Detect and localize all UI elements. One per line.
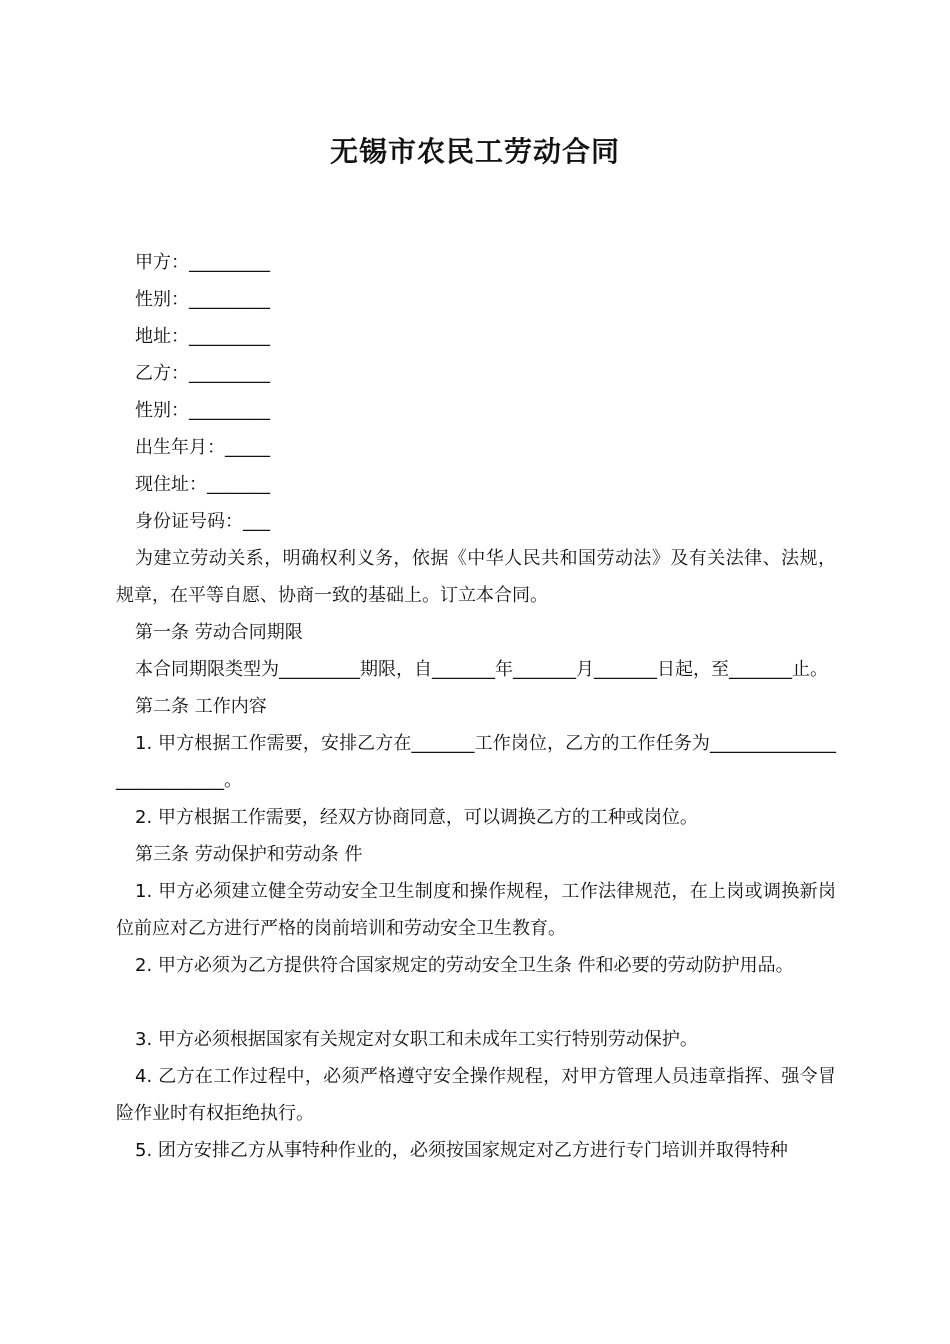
article3-item1: 1. 甲方必须建立健全劳动安全卫生制度和操作规程，工作法律规范，在上岗或调换新岗位前应对乙方进行严格的岗前培训和劳动安全卫生教育。	[116, 881, 836, 939]
preamble-paragraph: 为建立劳动关系，明确权利义务，依据《中华人民共和国劳动法》及有关法律、法规，规章，在平等自愿、协商一致的基础上。订立本合同。	[116, 548, 836, 606]
article3-item3: 3. 甲方必须根据国家有关规定对女职工和未成年工实行特别劳动保护。	[135, 1029, 698, 1050]
article3-item4: 4. 乙方在工作过程中，必须严格遵守安全操作规程，对甲方管理人员违章指挥、强令冒险作业时有权拒绝执行。	[116, 1066, 836, 1124]
article1-heading: 第一条 劳动合同期限	[135, 622, 303, 643]
field-gender-a: 性别：_________	[135, 289, 270, 310]
document-title: 无锡市农民工劳动合同	[329, 135, 620, 168]
field-party-b: 乙方：_________	[135, 363, 270, 384]
field-address: 地址：_________	[135, 326, 270, 347]
article3-item2: 2. 甲方必须为乙方提供符合国家规定的劳动安全卫生条 件和必要的劳动防护用品。	[135, 955, 794, 976]
article2-heading: 第二条 工作内容	[135, 696, 267, 717]
paragraph-gap	[116, 984, 836, 1021]
field-id-number: 身份证号码：___	[135, 511, 270, 532]
field-birth: 出生年月：_____	[135, 437, 270, 458]
article2-item1: 1. 甲方根据工作需要，安排乙方在_______工作岗位，乙方的工作任务为__________________________。	[116, 733, 836, 791]
field-party-a: 甲方：_________	[135, 252, 270, 273]
field-current-address: 现住址：_______	[135, 474, 270, 495]
field-gender-b: 性别：_________	[135, 400, 270, 421]
document-body	[116, 244, 836, 1169]
article3-item5: 5. 团方安排乙方从事特种作业的，必须按国家规定对乙方进行专门培训并取得特种	[135, 1140, 788, 1161]
article3-heading: 第三条 劳动保护和劳动条 件	[135, 844, 363, 865]
article2-item2: 2. 甲方根据工作需要，经双方协商同意，可以调换乙方的工种或岗位。	[135, 807, 698, 828]
article1-text: 本合同期限类型为_________期限，自_______年_______月_______日起，至_______止。	[135, 659, 828, 680]
